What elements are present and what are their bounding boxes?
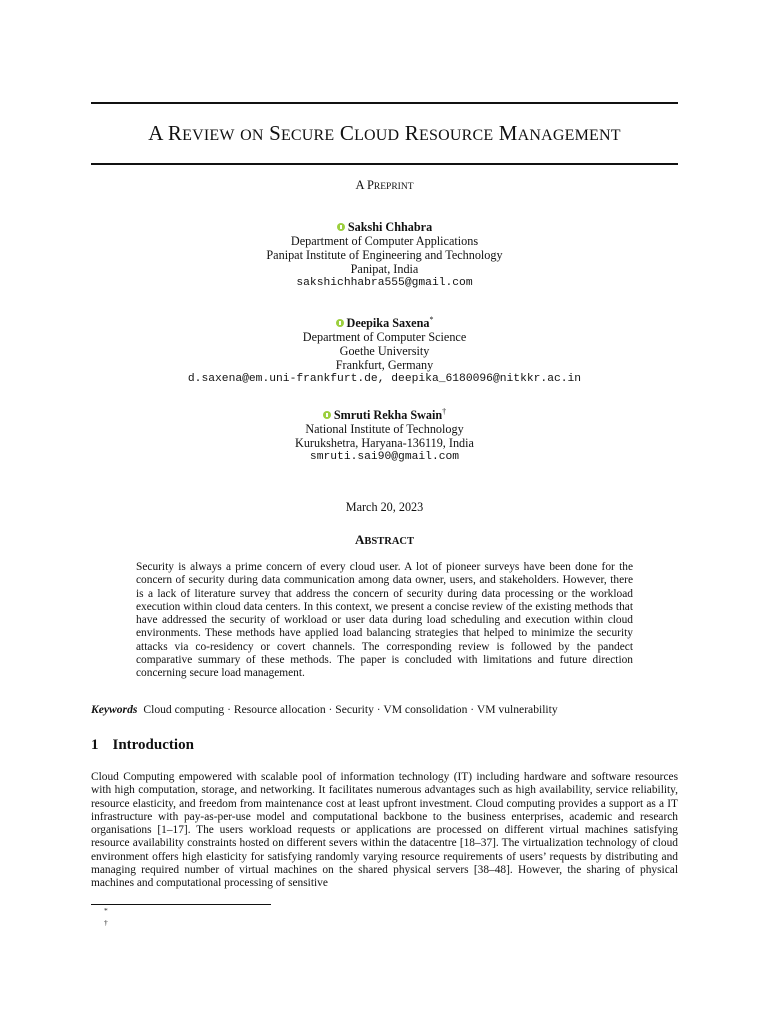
- orcid-icon[interactable]: [323, 411, 331, 419]
- keywords-list: Cloud computing · Resource allocation · Security · VM consolidation · VM vulnerability: [143, 703, 558, 716]
- author-name: Deepika Saxena: [346, 316, 430, 331]
- title-top-rule: [91, 102, 678, 104]
- author-affiliation-line: Goethe University: [339, 344, 430, 359]
- author-affiliation-line: Department of Computer Science: [302, 330, 467, 345]
- abstract-text: Security is always a prime concern of every cloud user. A lot of pioneer surveys have been done for the concern of security during data communication among data owner, users, and stakeholders. However, there is a lack of literature survey that address the concern of security during data processing or the workload execution within cloud data centers. In this context, we present a concise review of the existing methods that have addressed the security of workload or user data during load scheduling and execution within cloud environments. These methods have applied load balancing strategies that helped to minimize the security attacks via co-residency or covert channels. The corresponding review is followed by the pandect comparative summary of these methods. The paper is concluded with limitations and future direction concerning secure load management.: [136, 561, 633, 680]
- author-email[interactable]: sakshichhabra555@gmail.com: [296, 277, 473, 289]
- introduction-paragraph: Cloud Computing empowered with scalable pool of information technology (IT) including hardware and software resources with high computation, storage, and networking. It facilitates numerous advantages such as high availability, service reliability, resource elasticity, and freedom from maintenance cost at least upfront investment. Cloud computing provides a support as a IT infrastructure with pay-as-per-use model and computational backbone to the business enterprises, academic and research organisations [1–17]. The users workload requests or applications are processed on different virtual machines satisfying resource availability constraints hosted on different severs within the datacentre [18–37]. The virtualization technology of cloud environment offers high elasticity for satisfying randomly varying resource requirements of users’ requests by distributing and managing required number of virtual machines on the shared physical servers [38–48]. However, the sharing of physical machines and computational processing of sensitive: [91, 771, 678, 890]
- section-number: 1: [91, 737, 99, 753]
- author-block: [91, 405, 678, 464]
- author-affiliation-line: National Institute of Technology: [305, 422, 464, 437]
- abstract-heading: ABSTRACT: [355, 532, 414, 547]
- section-title: Introduction: [112, 737, 194, 753]
- author-name: Smruti Rekha Swain: [333, 408, 443, 423]
- section-heading: [91, 737, 194, 754]
- keywords-label: Keywords: [91, 703, 138, 716]
- author-affiliation-line: Panipat Institute of Engineering and Technology: [266, 248, 503, 262]
- keywords-line: [91, 703, 678, 716]
- author-email[interactable]: d.saxena@em.uni-frankfurt.de, deepika_6180096@nitkkr.ac.in: [187, 373, 582, 386]
- preprint-label: A PREPRINT: [355, 178, 414, 192]
- footnote-marker: †: [104, 918, 108, 927]
- author-block: [91, 313, 678, 386]
- title-bottom-rule: [91, 163, 678, 165]
- author-email[interactable]: smruti.sai90@gmail.com: [309, 451, 460, 464]
- orcid-icon[interactable]: [337, 223, 345, 231]
- footnote-mark: *: [429, 315, 434, 324]
- author-affiliation-line: Department of Computer Applications: [290, 234, 479, 248]
- orcid-icon[interactable]: [336, 319, 344, 327]
- footnote-marker: *: [104, 906, 108, 915]
- author-block: [91, 220, 678, 290]
- footnote-rule: [91, 904, 271, 905]
- author-name: Sakshi Chhabra: [347, 220, 433, 234]
- publication-date: March 20, 2023: [345, 500, 424, 514]
- author-affiliation-line: Kurukshetra, Haryana-136119, India: [295, 436, 474, 451]
- footnote-mark: †: [442, 407, 447, 416]
- author-affiliation-line: Panipat, India: [350, 262, 419, 276]
- paper-title: A REVIEW ON SECURE CLOUD RESOURCE MANAGEMENT: [148, 121, 621, 145]
- author-affiliation-line: Frankfurt, Germany: [335, 358, 434, 373]
